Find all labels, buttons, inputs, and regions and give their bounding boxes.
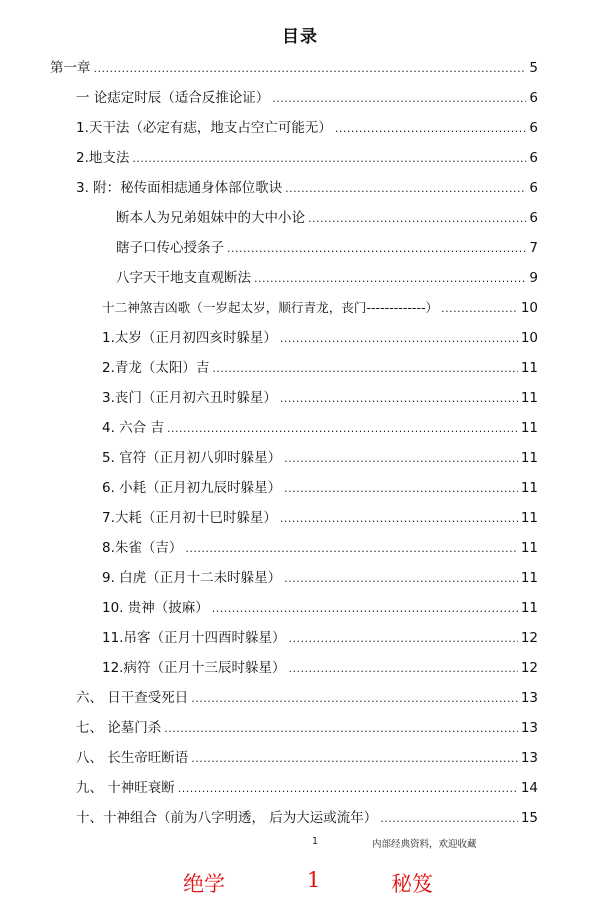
toc-entry-label: 12.病符（正月十三辰时躲星） bbox=[102, 660, 286, 676]
toc-leader-dots bbox=[280, 329, 518, 349]
toc-entry-page: 11 bbox=[520, 390, 538, 406]
toc-entry[interactable] bbox=[102, 418, 538, 438]
toc-entry-page: 10 bbox=[520, 330, 538, 346]
toc-entry[interactable] bbox=[116, 208, 538, 228]
toc-entry-page: 6 bbox=[529, 150, 538, 166]
toc-entry-page: 6 bbox=[529, 180, 538, 196]
toc-entry-page: 11 bbox=[520, 600, 538, 616]
toc-entry-page: 6 bbox=[529, 210, 538, 226]
toc-entry-page: 11 bbox=[520, 480, 538, 496]
toc-entry-page: 7 bbox=[529, 240, 538, 256]
toc-leader-dots bbox=[284, 479, 518, 499]
toc-entry-page: 5 bbox=[529, 60, 538, 76]
toc-entry-page: 12 bbox=[520, 660, 538, 676]
toc-leader-dots bbox=[167, 419, 518, 439]
toc-entry-label: 3.丧门（正月初六丑时躲星） bbox=[102, 390, 277, 406]
toc-entry-label: 3. 附：秘传面相痣通身体部位歌诀 bbox=[76, 180, 283, 196]
toc-entry-label: 8.朱雀（吉） bbox=[102, 540, 183, 556]
toc-entry[interactable] bbox=[102, 358, 538, 378]
toc-entry[interactable] bbox=[76, 718, 538, 738]
toc-leader-dots bbox=[191, 689, 518, 709]
toc-leader-dots bbox=[280, 509, 518, 529]
toc-entry-page: 9 bbox=[529, 270, 538, 286]
toc-entry[interactable] bbox=[102, 328, 538, 348]
toc-entry-page: 11 bbox=[520, 570, 538, 586]
toc-entry-label: 七、 论墓门杀 bbox=[76, 720, 162, 736]
toc-leader-dots bbox=[212, 599, 518, 619]
toc-leader-dots bbox=[280, 389, 518, 409]
toc-leader-dots bbox=[212, 359, 517, 379]
toc-entry-label: 九、 十神旺衰断 bbox=[76, 780, 175, 796]
toc-entry-label: 六、 日干查受死日 bbox=[76, 690, 189, 706]
toc-entry-label: 1.太岁（正月初四亥时躲星） bbox=[102, 330, 277, 346]
toc-entry-page: 12 bbox=[520, 630, 538, 646]
toc-entry[interactable] bbox=[102, 628, 538, 648]
toc-entry-chapter-1[interactable] bbox=[50, 58, 538, 78]
toc-entry-page: 13 bbox=[520, 750, 538, 766]
toc-entry-label: 10. 贵神（披麻） bbox=[102, 600, 209, 616]
toc-entry-page: 11 bbox=[520, 510, 538, 526]
toc-entry-label: 第一章 bbox=[50, 60, 91, 76]
toc-entry[interactable] bbox=[76, 808, 538, 828]
toc-leader-dots bbox=[285, 179, 526, 199]
toc-leader-dots bbox=[94, 59, 527, 79]
toc-entry-label: 2.青龙（太阳）吉 bbox=[102, 360, 210, 376]
toc-leader-dots bbox=[254, 269, 526, 289]
toc-entry-page: 11 bbox=[520, 450, 538, 466]
toc-leader-dots bbox=[288, 659, 517, 679]
toc-entry-label: 7.大耗（正月初十巳时躲星） bbox=[102, 510, 277, 526]
toc-entry[interactable] bbox=[102, 658, 538, 678]
toc-entry-label: 八字天干地支直观断法 bbox=[116, 270, 251, 286]
toc-entry[interactable] bbox=[102, 478, 538, 498]
toc-entry[interactable] bbox=[102, 598, 538, 618]
toc-entry-label: 一 论痣定时辰（适合反推论证） bbox=[76, 90, 270, 106]
toc-entry-label: 9. 白虎（正月十二未时躲星） bbox=[102, 570, 282, 586]
toc-entry-page: 11 bbox=[520, 420, 538, 436]
toc-entry-label: 八、 长生帝旺断语 bbox=[76, 750, 189, 766]
toc-entry-page: 6 bbox=[529, 90, 538, 106]
toc-entry-label: 十、十神组合（前为八字明透， 后为大运或流年） bbox=[76, 810, 378, 826]
toc-entry[interactable] bbox=[102, 568, 538, 588]
toc-entry[interactable] bbox=[76, 778, 538, 798]
toc-entry[interactable] bbox=[102, 298, 538, 318]
toc-entry[interactable] bbox=[76, 148, 538, 168]
toc-leader-dots bbox=[308, 209, 526, 229]
toc-entry[interactable] bbox=[76, 88, 538, 108]
toc-leader-dots bbox=[178, 779, 518, 799]
toc-entry-page: 11 bbox=[520, 540, 538, 556]
footer-red-right: 秘笈 bbox=[391, 872, 433, 896]
toc-leader-dots bbox=[380, 809, 518, 829]
toc-entry-page: 15 bbox=[520, 810, 538, 826]
toc-entry-label: 2.地支法 bbox=[76, 150, 130, 166]
page-title: 目录 bbox=[282, 27, 318, 47]
toc-entry[interactable] bbox=[102, 448, 538, 468]
toc-entry-page: 6 bbox=[529, 120, 538, 136]
toc-entry-label: 6. 小耗（正月初九辰时躲星） bbox=[102, 480, 282, 496]
toc-entry[interactable] bbox=[76, 688, 538, 708]
toc-leader-dots bbox=[185, 539, 517, 559]
toc-entry[interactable] bbox=[76, 118, 538, 138]
toc-leader-dots bbox=[284, 569, 518, 589]
toc-entry-page: 14 bbox=[520, 780, 538, 796]
toc-entry-label: 瞎子口传心授条子 bbox=[116, 240, 224, 256]
toc-entry[interactable] bbox=[102, 508, 538, 528]
toc-leader-dots bbox=[191, 749, 518, 769]
toc-entry-label: 1.天干法（必定有痣，地支占空亡可能无） bbox=[76, 120, 332, 136]
toc-entry-page: 13 bbox=[520, 720, 538, 736]
footer-red-mid: 1 bbox=[307, 868, 321, 892]
toc-entry[interactable] bbox=[76, 748, 538, 768]
toc-leader-dots bbox=[284, 449, 518, 469]
toc-entry[interactable] bbox=[102, 538, 538, 558]
toc-leader-dots bbox=[335, 119, 527, 139]
toc-entry[interactable] bbox=[116, 268, 538, 288]
footer-note: 内部经典资料，欢迎收藏 bbox=[372, 839, 477, 850]
toc-entry-label: 11.吊客（正月十四酉时躲星） bbox=[102, 630, 286, 646]
toc-leader-dots bbox=[288, 629, 517, 649]
toc-leader-dots bbox=[164, 719, 518, 739]
footer-red-left: 绝学 bbox=[183, 872, 225, 896]
toc-entry-label: 十二神煞吉凶歌（一岁起太岁，顺行青龙，丧门-------------） bbox=[102, 300, 439, 315]
toc-entry-page: 13 bbox=[520, 690, 538, 706]
toc-leader-dots bbox=[132, 149, 526, 169]
toc-leader-dots bbox=[227, 239, 526, 259]
toc-leader-dots bbox=[272, 89, 526, 109]
toc-entry-label: 5. 官符（正月初八卯时躲星） bbox=[102, 450, 282, 466]
toc-entry[interactable] bbox=[76, 178, 538, 198]
footer-page-number: 1 bbox=[312, 836, 319, 847]
toc-entry-page: 10 bbox=[520, 300, 538, 316]
toc-entry-label: 4. 六合 吉 bbox=[102, 420, 164, 436]
toc-leader-dots bbox=[441, 299, 518, 319]
toc-entry[interactable] bbox=[116, 238, 538, 258]
toc-entry-page: 11 bbox=[520, 360, 538, 376]
toc-entry[interactable] bbox=[102, 388, 538, 408]
toc-entry-label: 断本人为兄弟姐妹中的大中小论 bbox=[116, 210, 305, 226]
